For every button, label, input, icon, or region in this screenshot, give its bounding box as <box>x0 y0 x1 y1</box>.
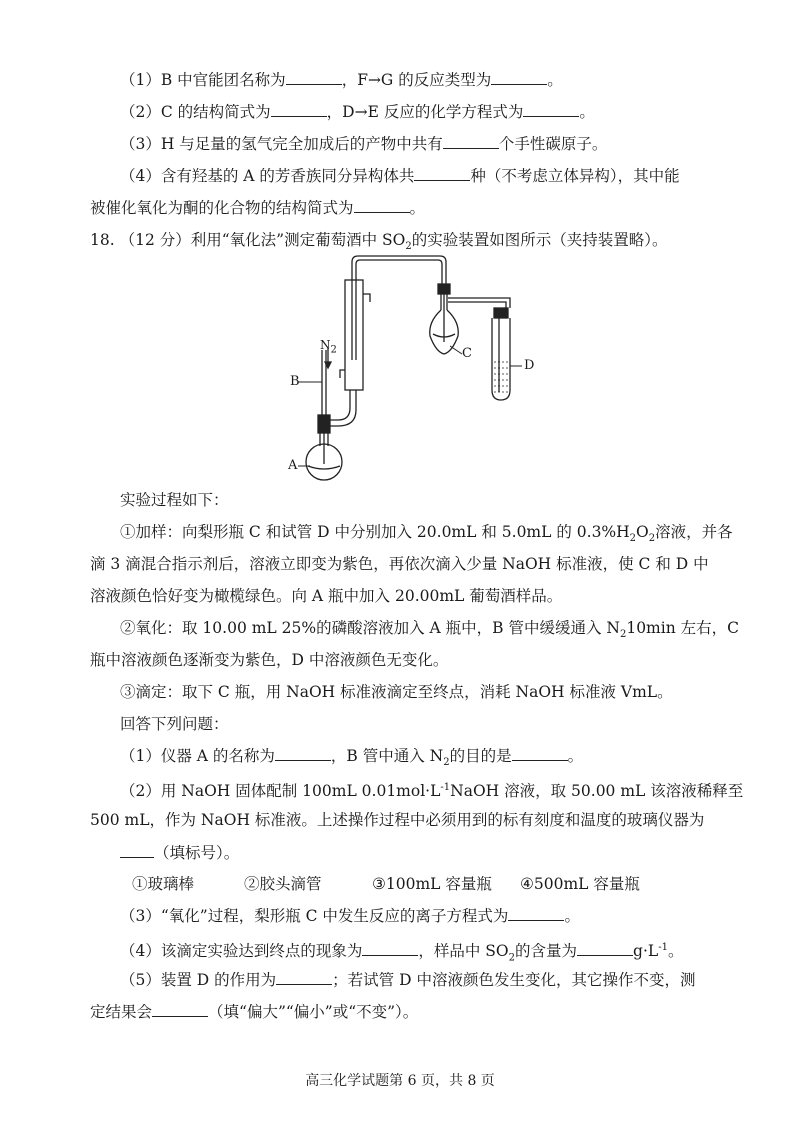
u-bend <box>328 390 350 420</box>
answer-blank[interactable] <box>491 70 547 85</box>
connector-to-d <box>448 298 510 308</box>
answer-blank[interactable] <box>512 746 568 761</box>
label-n2: $N_2$ <box>320 338 337 356</box>
option-3: ③100mL 容量瓶 <box>372 875 492 893</box>
answer-title: 回答下列问题： <box>120 715 229 733</box>
label-c-leader <box>450 346 462 354</box>
subq1: （1）仪器 A 的名称为 ，B 管中通入 $N_2$的目的是 。 <box>120 747 584 769</box>
q18-header: 18. （12 分）利用“氧化法”测定葡萄酒中 $SO_2$的实验装置如图所示（夹持装置略）。 <box>90 231 668 253</box>
step3: ③滴定：取下 C 瓶，用 NaOH 标准液滴定至终点，消耗 NaOH 标准液 VmL。 <box>120 683 673 701</box>
subq2-line3: （填标号）。 <box>120 843 239 863</box>
step2-line1: ②氧化：取 10.00 mL 25%的磷酸溶液加入 A 瓶中，B 管中缓缓通入 $N_210\min$ 左右，C <box>120 619 739 641</box>
apparatus-diagram <box>280 250 530 485</box>
step1-line2: 滴 3 滴混合指示剂后，溶液立即变为紫色，再依次滴入少量 NaOH 标准液，使 C 和 D 中 <box>90 555 709 573</box>
answer-blank[interactable] <box>362 941 418 956</box>
q17-part3: （3）H 与足量的氢气完全加成后的产物中共有 个手性碳原子。 <box>120 135 608 153</box>
subq4: （4）该滴定实验达到终点的现象为 ，样品中 $SO_2$的含量为 $g\cdot L^{-1}$。 <box>120 942 684 964</box>
test-tube-d <box>492 318 510 400</box>
answer-blank[interactable] <box>286 70 342 85</box>
q17-part4: （4）含有羟基的 A 的芳香族同分异构体共 种（不考虑立体异构），其中能 <box>120 167 680 185</box>
label-c: C <box>462 346 472 361</box>
answer-blank[interactable] <box>275 746 331 761</box>
stopper-c <box>438 284 450 294</box>
flask-liquid-surface <box>308 466 340 469</box>
answer-blank[interactable] <box>276 970 332 985</box>
option-4: ④500mL 容量瓶 <box>520 875 640 893</box>
answer-blank[interactable] <box>271 102 327 117</box>
q17-part4-line2: 被催化氧化为酮的化合物的结构简式为 。 <box>90 199 426 217</box>
stopper-d <box>494 308 508 318</box>
condenser-inlet <box>340 370 345 378</box>
label-b: B <box>290 374 300 389</box>
option-1: ①玻璃棒 <box>132 875 195 893</box>
process-title: 实验过程如下： <box>120 491 229 509</box>
q17-part1: （1）B 中官能团名称为 ，F→G 的反应类型为 。 <box>120 71 563 89</box>
step1-line3: 溶液颜色恰好变为橄榄绿色。向 A 瓶中加入 20.00mL 葡萄酒样品。 <box>90 587 563 605</box>
subq3: （3）“氧化”过程，梨形瓶 C 中发生反应的离子方程式为 。 <box>120 907 580 925</box>
subq5-line1: （5）装置 D 的作用为 ；若试管 D 中溶液颜色发生变化，其它操作不变，测 <box>120 971 696 989</box>
condenser-outlet <box>363 294 370 302</box>
answer-blank[interactable] <box>523 102 579 117</box>
gas-inlet-tube-b <box>322 350 326 425</box>
transfer-tube-inner <box>356 260 442 360</box>
subq2-line1: （2）用 NaOH 固体配制 100mL $0.01mol\cdot L^{-1}NaOH$ 溶液，取 50.00 mL 该溶液稀释至 <box>120 782 744 801</box>
transfer-tube <box>352 256 446 360</box>
page-footer: 高三化学试题第 6 页，共 8 页 <box>305 1073 495 1089</box>
subq2-line2: 500 mL，作为 NaOH 标准液。上述操作过程中必须用到的标有刻度和温度的玻璃仪器为 <box>90 811 705 829</box>
answer-blank[interactable] <box>577 941 633 956</box>
answer-blank[interactable] <box>120 843 154 858</box>
answer-blank[interactable] <box>354 198 410 213</box>
condenser <box>345 280 363 390</box>
option-2: ②胶头滴管 <box>244 875 322 893</box>
label-d: D <box>524 358 535 373</box>
step1-line1: ①加样：向梨形瓶 C 和试管 D 中分别加入 20.0mL 和 5.0mL 的 $0.3\%H_2O_2$溶液，并各 <box>120 523 733 545</box>
subq5-line2: 定结果会 （填“偏大”“偏小”或“不变”）。 <box>90 1003 419 1021</box>
answer-blank[interactable] <box>414 166 470 181</box>
tube-d-liquid <box>494 362 508 392</box>
q17-part2: （2）C 的结构简式为 ，D→E 反应的化学方程式为 。 <box>120 103 595 121</box>
label-a: A <box>288 458 298 473</box>
answer-blank[interactable] <box>152 1002 208 1017</box>
answer-blank[interactable] <box>443 134 499 149</box>
step2-line2: 瓶中溶液颜色逐渐变为紫色，D 中溶液颜色无变化。 <box>90 651 449 669</box>
answer-blank[interactable] <box>508 906 564 921</box>
